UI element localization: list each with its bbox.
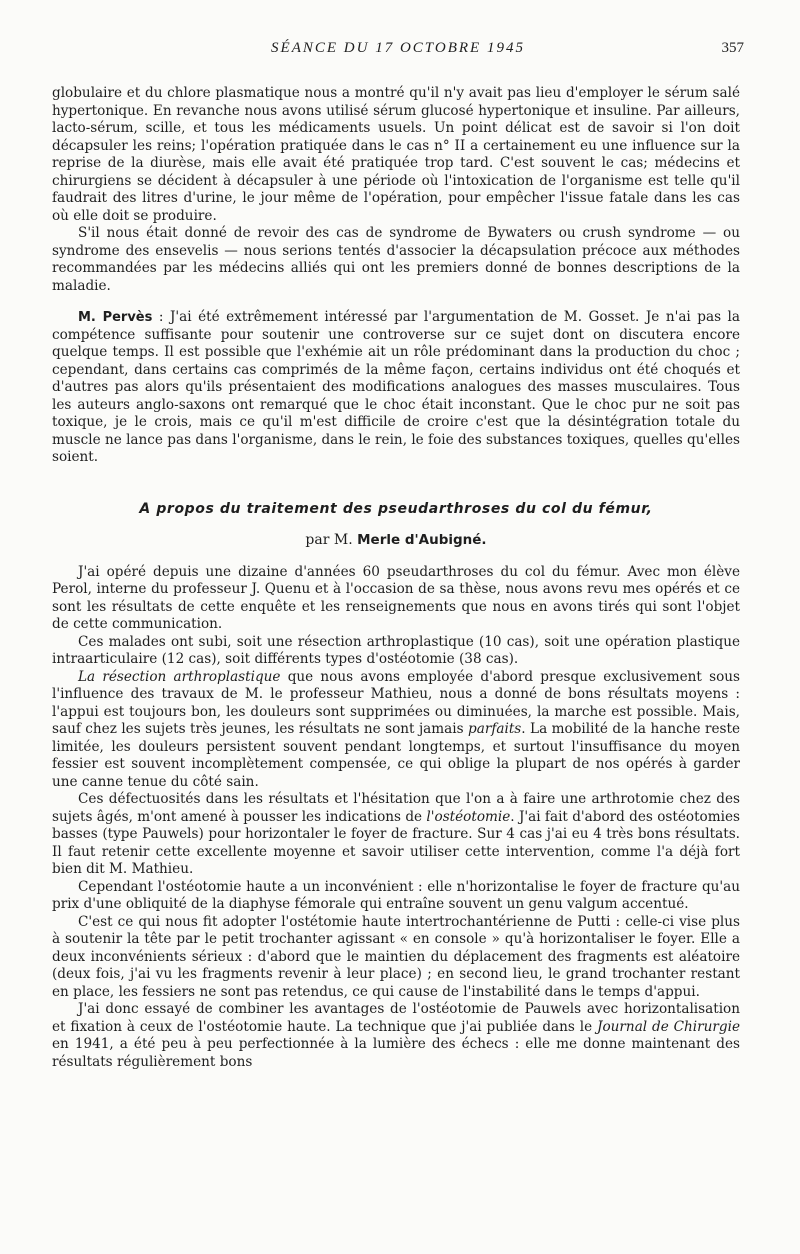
text-run: que nous avons employée d'abord presque exclusivement sous l'influence des travaux de M. le professeur Mathieu, nous a donné de bons résultats moyens : l'appui est toujours bon, les douleurs sont supprimées ou diminuées, la marche est possible. Mais, sauf chez les sujets très jeunes, les résultats ne sont jamais [52, 668, 740, 737]
text-run: . La mobilité de la hanche reste limitée, les douleurs persistent souvent pendant longtemps, et surtout l'insuffisance du moyen fessier est souvent incomplètement compensée, ce qui oblige la plupart de nos opérés à garder une canne tenue du côté sain. [52, 721, 740, 790]
discussion-paragraph [52, 309, 740, 467]
emphasis: l'ostéotomie [426, 808, 511, 825]
page-number: 357 [721, 40, 744, 56]
paragraph: Ces malades ont subi, soit une résection arthroplastique (10 cas), soit une opération plastique intraarticulaire (12 cas), soit différents types d'ostéotomie (38 cas). [52, 633, 740, 667]
emphasis: parfaits [468, 721, 522, 737]
speaker-name: M. Pervès [78, 310, 153, 325]
text-run: Ces défectuosités dans les résultats et l'hésitation que l'on a à faire une arthrotomie chez des sujets âgés, m'ont amené à pousser les indications de [52, 791, 740, 825]
emphasis: La résection arthroplastique [78, 668, 281, 685]
running-title: SÉANCE DU 17 OCTOBRE 1945 [271, 40, 525, 56]
paragraph: Cependant l'ostéotomie haute a un inconvénient : elle n'horizontalise le foyer de fracture qu'au prix d'une obliquité de la diaphyse fémorale qui entraîne souvent un genu valgum accentué. [52, 878, 740, 912]
text-run: J'ai donc essayé de combiner les avantages de l'ostéotomie de Pauwels avec horizontalisation et fixation à ceux de l'ostéotomie haute. La technique que j'ai publiée dans le [52, 1001, 740, 1035]
article-title: A propos du traitement des pseudarthroses du col du fémur, [139, 500, 653, 517]
journal-name: Journal de Chirurgie [597, 1018, 740, 1035]
paragraph: J'ai opéré depuis une dizaine d'années 60 pseudarthroses du col du fémur. Avec mon élève Perol, interne du professeur J. Quenu et à l'occasion de sa thèse, nous avons revu mes opérés et ce sont les résultats de cette enquête et les renseignements que nous en avons tirés qui sont l'objet de cette communication. [52, 563, 740, 632]
author-name: Merle d'Aubigné. [357, 532, 487, 548]
discussion-text: : J'ai été extrêmement intéressé par l'argumentation de M. Gosset. Je n'ai pas la compétence suffisante pour soutenir une controverse sur ce sujet dont on discutera encore quelque temps. Il est possible que l'exhémie ait un rôle prédominant dans la production du choc ; cependant, dans certains cas comprimés de la même façon, certains individus ont été choqués et d'autres pas alors qu'ils présentaient des modifications analogues des masses musculaires. Tous les auteurs anglo-saxons ont remarqué que le choc était inconstant. Que le choc pur ne soit pas toxique, je le crois, mais ce qu'il m'est difficile de croire c'est que la désintégration totale du muscle ne lance pas dans l'organisme, dans le rein, le foie des substances toxiques, quelles qu'elles soient. [52, 309, 740, 465]
paragraph [52, 791, 740, 879]
paragraph: C'est ce qui nous fit adopter l'ostétomie haute intertrochantérienne de Putti : celle-ci vise plus à soutenir la tête par le petit trochanter agissant « en console » qu'à horizontaliser le foyer. Elle a deux inconvénients sérieux : d'abord que le maintien du déplacement des fragments est aléatoire (deux fois, j'ai vu les fragments revenir à leur place) ; en second lieu, le grand trochanter restant en place, les fessiers ne sont pas retendus, ce qui cause de l'instabilité dans le temps d'appui. [52, 913, 740, 1000]
text-run: . J'ai fait d'abord des ostéotomies basses (type Pauwels) pour horizontaler le foyer de fracture. Sur 4 cas j'ai eu 4 très bons résultats. Il faut retenir cette excellente moyenne et savoir utiliser cette intervention, comme l'a déjà fort bien dit M. Mathieu. [52, 808, 740, 877]
text-run: en 1941, a été peu à peu perfectionnée à la lumière des échecs : elle me donne maintenant des résultats régulièrement bons [52, 1036, 740, 1070]
byline [52, 532, 740, 550]
page-body [52, 85, 740, 1071]
paragraph: S'il nous était donné de revoir des cas de syndrome de Bywaters ou crush syndrome — ou syndrome des ensevelis — nous serions tentés d'associer la décapsulation précoce aux méthodes recommandées par les médecins alliés qui ont les premiers donné de bonnes descriptions de la maladie. [52, 225, 740, 294]
paragraph: globulaire et du chlore plasmatique nous a montré qu'il n'y avait pas lieu d'employer le sérum salé hypertonique. En revanche nous avons utilisé sérum glucosé hypertonique et insuline. Par ailleurs, lacto-sérum, scille, et tous les médicaments usuels. Un point délicat est de savoir si l'on doit décapsuler les reins; l'opération pratiquée dans le cas n° II a certainement eu une influence sur la reprise de la diurèse, mais elle avait été pratiquée trop tard. C'est souvent le cas; médecins et chirurgiens se décident à décapsuler à une période où l'intoxication de l'organisme est telle qu'il faudrait des litres d'urine, le jour même de l'opération, pour empêcher l'issue fatale dans les cas où elle doit se produire. [52, 85, 740, 224]
byline-prefix: par M. [305, 532, 353, 548]
paragraph [52, 1001, 740, 1071]
paragraph [52, 669, 740, 792]
page-header [52, 40, 744, 62]
